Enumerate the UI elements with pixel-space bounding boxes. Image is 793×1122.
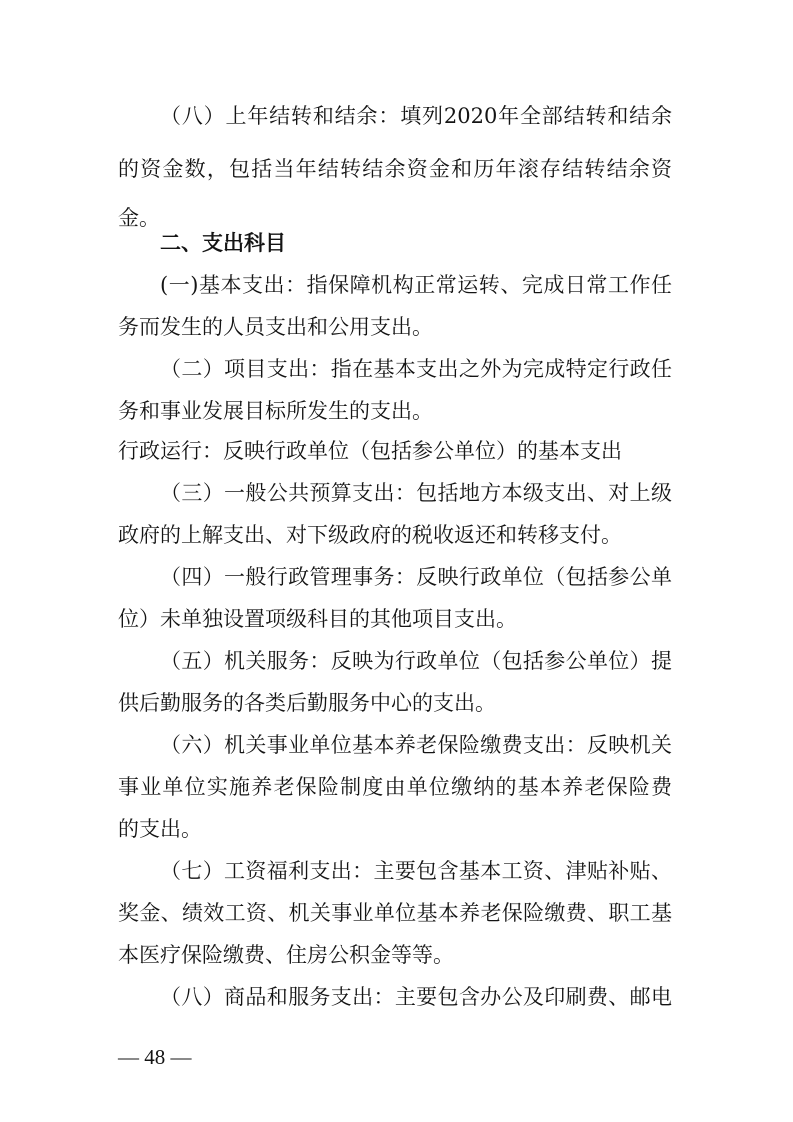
paragraph-line: 政府的上解支出、对下级政府的税收返还和转移支付。 <box>118 523 622 547</box>
page-number: — 48 — <box>118 1045 192 1069</box>
paragraph-line: 行政运行：反映行政单位（包括参公单位）的基本支出 <box>118 439 622 463</box>
paragraph-line: 务而发生的人员支出和公用支出。 <box>118 315 433 339</box>
section-heading: 二、支出科目 <box>160 231 286 255</box>
paragraph-line: （七）工资福利支出：主要包含基本工资、津贴补贴、 <box>160 859 672 883</box>
paragraph-line: 事业单位实施养老保险制度由单位缴纳的基本养老保险费 <box>118 775 672 799</box>
paragraph-line: （二）项目支出：指在基本支出之外为完成特定行政任 <box>160 357 672 381</box>
paragraph-line: 金。 <box>118 206 160 230</box>
paragraph-line: （五）机关服务：反映为行政单位（包括参公单位）提 <box>160 649 672 673</box>
paragraph-line: 务和事业发展目标所发生的支出。 <box>118 399 433 423</box>
paragraph-line: 供后勤服务的各类后勤服务中心的支出。 <box>118 691 496 715</box>
paragraph-line: （四）一般行政管理事务：反映行政单位（包括参公单 <box>160 565 672 589</box>
paragraph-line: 本医疗保险缴费、住房公积金等等。 <box>118 943 454 967</box>
paragraph-line: 的资金数，包括当年结转结余资金和历年滚存结转结余资 <box>118 157 672 181</box>
paragraph-line: （八）上年结转和结余：填列2020年全部结转和结余 <box>160 104 672 128</box>
paragraph-line: 的支出。 <box>118 817 202 841</box>
paragraph-line: （三）一般公共预算支出：包括地方本级支出、对上级 <box>160 481 672 505</box>
paragraph-line: （八）商品和服务支出：主要包含办公及印刷费、邮电 <box>160 985 672 1009</box>
paragraph-line: (一)基本支出：指保障机构正常运转、完成日常工作任 <box>160 273 672 297</box>
paragraph-line: （六）机关事业单位基本养老保险缴费支出：反映机关 <box>160 733 672 757</box>
paragraph-line: 奖金、绩效工资、机关事业单位基本养老保险缴费、职工基 <box>118 901 672 925</box>
paragraph-line: 位）未单独设置项级科目的其他项目支出。 <box>118 607 517 631</box>
